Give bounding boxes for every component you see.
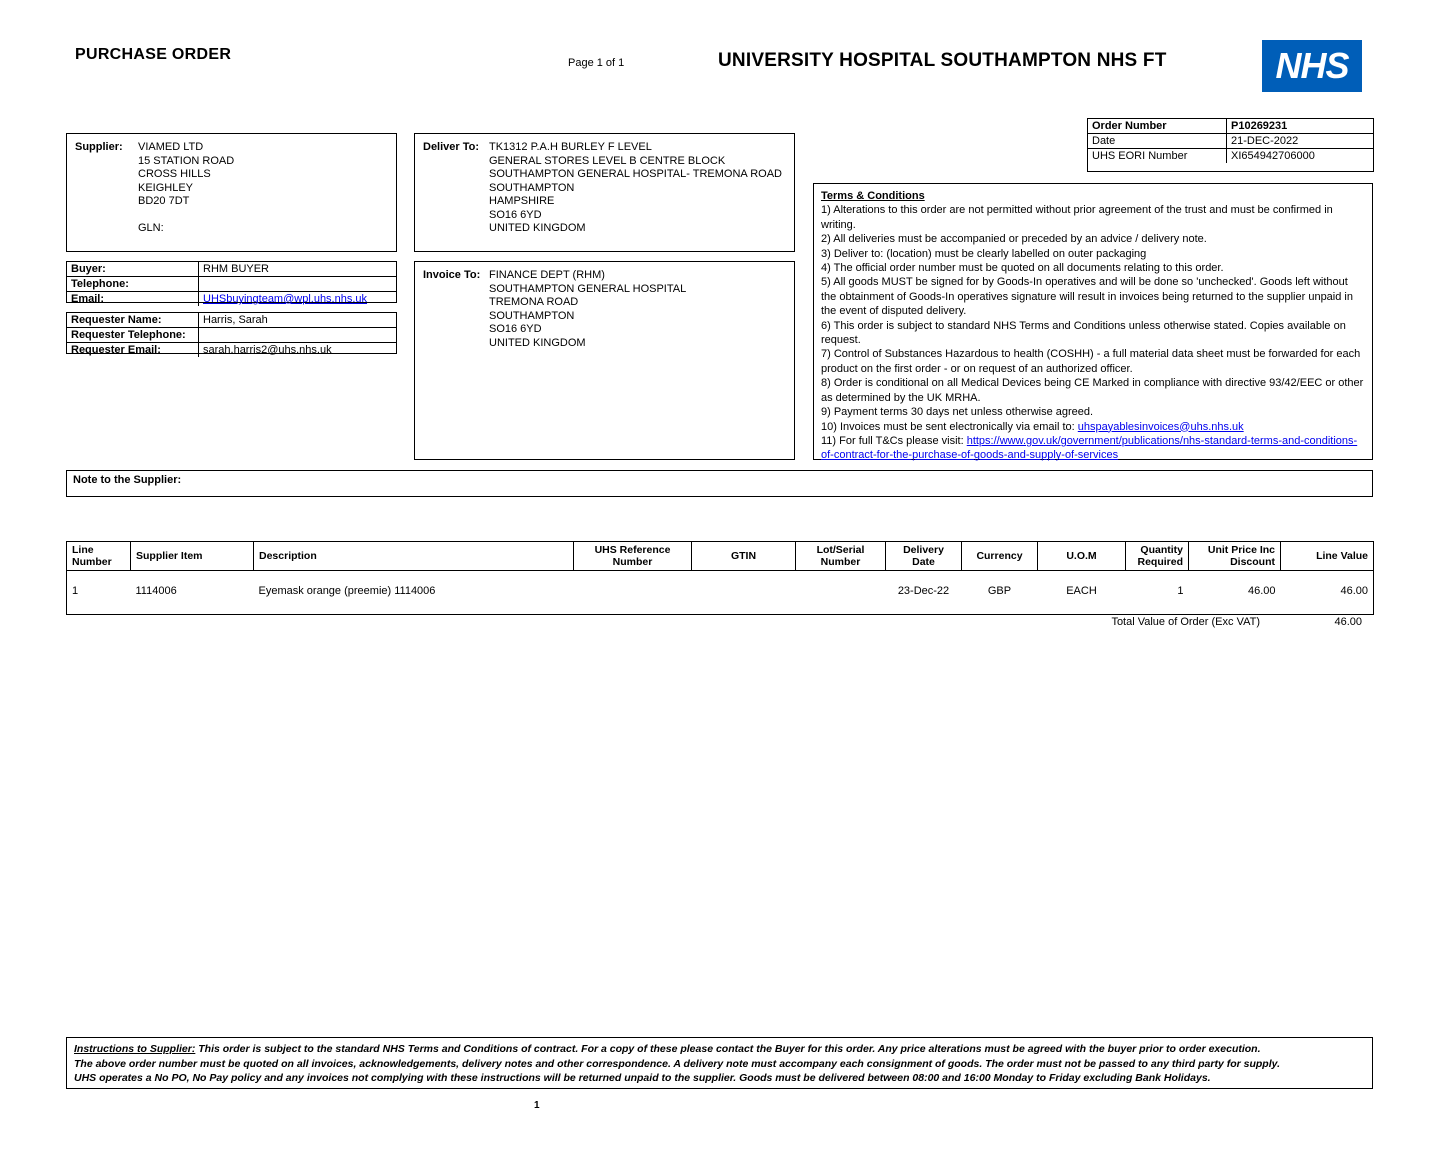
col-delivery-date: Delivery Date (886, 542, 962, 571)
invoice-address-line: FINANCE DEPT (RHM) (489, 269, 605, 281)
order-number-value: P10269231 (1226, 119, 1373, 133)
terms-item-10-text: 10) Invoices must be sent electronically via email to: (821, 420, 1078, 433)
deliver-address-line: TK1312 P.A.H BURLEY F LEVEL (489, 141, 652, 153)
buyer-telephone-value (198, 276, 396, 291)
cell-uom: EACH (1066, 585, 1097, 597)
cell-supplier-item: 1114006 (135, 585, 177, 597)
order-total-row (66, 616, 1373, 632)
invoice-address-line: SOUTHAMPTON GENERAL HOSPITAL (489, 282, 687, 295)
invoice-to-box (414, 261, 795, 460)
order-total-value: 46.00 (1334, 616, 1362, 628)
terms-item-11-text: 11) For full T&Cs please visit: (821, 434, 967, 447)
requester-telephone-value (198, 327, 396, 342)
terms-item-11 (821, 434, 1365, 463)
deliver-address-line: GENERAL STORES LEVEL B CENTRE BLOCK (489, 154, 726, 167)
terms-item-5: 5) All goods MUST be signed for by Goods-In operatives and will be done so 'unchecked'. Goods left without the obtainment of Goods-In operatives signature will result in invoices being returned to the supplier unpaid in the event of disputed delivery. (821, 276, 1353, 318)
nhs-logo (1262, 40, 1362, 92)
col-supplier-item: Supplier Item (131, 542, 254, 571)
supplier-address-line: KEIGHLEY (138, 181, 194, 194)
invoice-address-line: SOUTHAMPTON (489, 309, 575, 322)
eori-label: UHS EORI Number (1088, 148, 1226, 163)
deliver-address-line: SO16 6YD (489, 208, 542, 221)
col-line-value: Line Value (1281, 542, 1374, 571)
cell-lot-serial (796, 571, 886, 615)
terms-item-2: 2) All deliveries must be accompanied or preceded by an advice / delivery note. (821, 233, 1207, 246)
deliver-address-line: UNITED KINGDOM (489, 222, 586, 234)
payables-email-link[interactable]: uhspayablesinvoices@uhs.nhs.uk (1077, 420, 1244, 433)
invoice-to-label: Invoice To: (423, 269, 481, 281)
supplier-address-line: BD20 7DT (138, 195, 190, 207)
supplier-address-line: VIAMED LTD (138, 141, 204, 153)
col-currency: Currency (962, 542, 1038, 571)
col-uhs-reference: UHS Reference Number (574, 542, 692, 571)
deliver-address-line: SOUTHAMPTON GENERAL HOSPITAL- TREMONA ROAD (489, 168, 782, 180)
cell-currency: GBP (987, 585, 1012, 597)
col-lot-serial: Lot/Serial Number (796, 542, 886, 571)
invoice-address-line: SO16 6YD (489, 323, 542, 335)
requester-name-value: Harris, Sarah (198, 313, 396, 327)
spacer-line (138, 209, 234, 223)
terms-item-6: 6) This order is subject to standard NHS Terms and Conditions unless otherwise stated. Copies available on request. (821, 319, 1346, 347)
instructions-line-3: UHS operates a No PO, No Pay policy and any invoices not complying with these instructions will be returned unpaid to the supplier. Goods must be delivered between 08:00 and 16:00 Monday to Friday excluding Bank Holidays. (74, 1072, 1211, 1084)
supplier-gln-label: GLN: (138, 222, 164, 234)
note-to-supplier-box (66, 470, 1373, 497)
terms-item-10 (821, 420, 1365, 434)
order-date-label: Date (1088, 133, 1226, 148)
cell-quantity: 1 (1177, 585, 1184, 597)
terms-item-7: 7) Control of Substances Hazardous to health (COSHH) - a full material data sheet must be forwarded for each product on the first order - or on request of an authorized officer. (821, 348, 1361, 375)
requester-email-label: Requester Email: (67, 342, 198, 357)
item-row-1 (67, 571, 1374, 615)
terms-item-9: 9) Payment terms 30 days net unless otherwise agreed. (821, 406, 1094, 419)
footer-page-number: 1 (534, 1100, 540, 1111)
instructions-line-1 (74, 1042, 1365, 1057)
nhs-terms-url-link[interactable]: https://www.gov.uk/government/publications/nhs-standard-terms-and-conditions-of-contract-for-the-purchase-of-goods-and-supply-of-services (821, 434, 1358, 462)
cell-line-value: 46.00 (1281, 571, 1374, 615)
buyer-table (66, 261, 397, 303)
deliver-to-label: Deliver To: (423, 141, 480, 153)
supplier-box (66, 133, 397, 252)
nhs-logo-text: NHS (1275, 45, 1349, 86)
order-info-table (1087, 118, 1374, 172)
terms-and-conditions-box (813, 183, 1373, 460)
deliver-address-line: HAMPSHIRE (489, 195, 555, 207)
instructions-box (66, 1037, 1373, 1089)
deliver-to-box (414, 133, 795, 252)
doc-title: PURCHASE ORDER (75, 46, 232, 63)
buyer-label: Buyer: (71, 263, 106, 275)
requester-email-value: sarah.harris2@uhs.nhs.uk (198, 342, 396, 357)
invoice-address-line: UNITED KINGDOM (489, 336, 586, 349)
instructions-line-2: The above order number must be quoted on all invoices, acknowledgements, delivery notes and other correspondence. A delivery note must accompany each consignment of goods. The order must not be passed to any third party for supply. (74, 1057, 1280, 1070)
col-uom: U.O.M (1038, 542, 1126, 571)
deliver-address-line: SOUTHAMPTON (489, 181, 575, 194)
terms-title: Terms & Conditions (821, 190, 925, 202)
supplier-label: Supplier: (75, 141, 123, 153)
buyer-email-label: Email: (67, 291, 198, 306)
items-header-row (67, 542, 1374, 571)
col-gtin: GTIN (692, 542, 796, 571)
eori-value: XI654942706000 (1226, 148, 1373, 163)
terms-item-4: 4) The official order number must be quoted on all documents relating to this order. (821, 262, 1224, 275)
order-date-value: 21-DEC-2022 (1226, 133, 1373, 148)
order-total-label: Total Value of Order (Exc VAT) (1111, 616, 1260, 628)
cell-description: Eyemask orange (preemie) 1114006 (258, 585, 436, 597)
order-number-label: Order Number (1092, 120, 1167, 132)
supplier-address-line: 15 STATION ROAD (138, 154, 235, 167)
buyer-value: RHM BUYER (198, 262, 396, 276)
cell-gtin (692, 571, 796, 615)
cell-unit-price: 46.00 (1247, 585, 1276, 597)
line-items-table (66, 541, 1374, 615)
page-indicator: Page 1 of 1 (568, 57, 625, 69)
col-quantity: Quantity Required (1126, 542, 1189, 571)
terms-item-8: 8) Order is conditional on all Medical Devices being CE Marked in compliance with directive 93/42/EEC or other as determined by the UK MRHA. (821, 377, 1364, 404)
col-unit-price: Unit Price Inc Discount (1189, 542, 1281, 571)
col-line-number: Line Number (67, 542, 131, 571)
col-description: Description (254, 542, 574, 571)
invoice-address-line: TREMONA ROAD (489, 296, 579, 308)
terms-item-1: 1) Alterations to this order are not permitted without prior agreement of the trust and must be confirmed in writing. (821, 204, 1333, 231)
cell-delivery-date: 23-Dec-22 (897, 585, 950, 597)
org-title: UNIVERSITY HOSPITAL SOUTHAMPTON NHS FT (718, 50, 1167, 71)
cell-uhs-reference (574, 571, 692, 615)
note-to-supplier-label: Note to the Supplier: (73, 474, 182, 486)
terms-item-3: 3) Deliver to: (location) must be clearly labelled on outer packaging (821, 247, 1147, 260)
requester-telephone-label: Requester Telephone: (67, 327, 198, 342)
supplier-address-line: CROSS HILLS (138, 168, 211, 180)
instructions-title: Instructions to Supplier: (74, 1043, 196, 1055)
buyer-email-link[interactable]: UHSbuyingteam@wpl.uhs.nhs.uk (203, 293, 368, 305)
requester-table (66, 312, 397, 354)
instructions-text-1: This order is subject to the standard NHS Terms and Conditions of contract. For a copy of these please contact the Buyer for this order. Any price alterations must be agreed with the buyer prior to order execution. (195, 1043, 1261, 1055)
buyer-telephone-label: Telephone: (67, 276, 198, 291)
requester-name-label: Requester Name: (71, 314, 162, 326)
cell-line-number: 1 (67, 571, 131, 615)
